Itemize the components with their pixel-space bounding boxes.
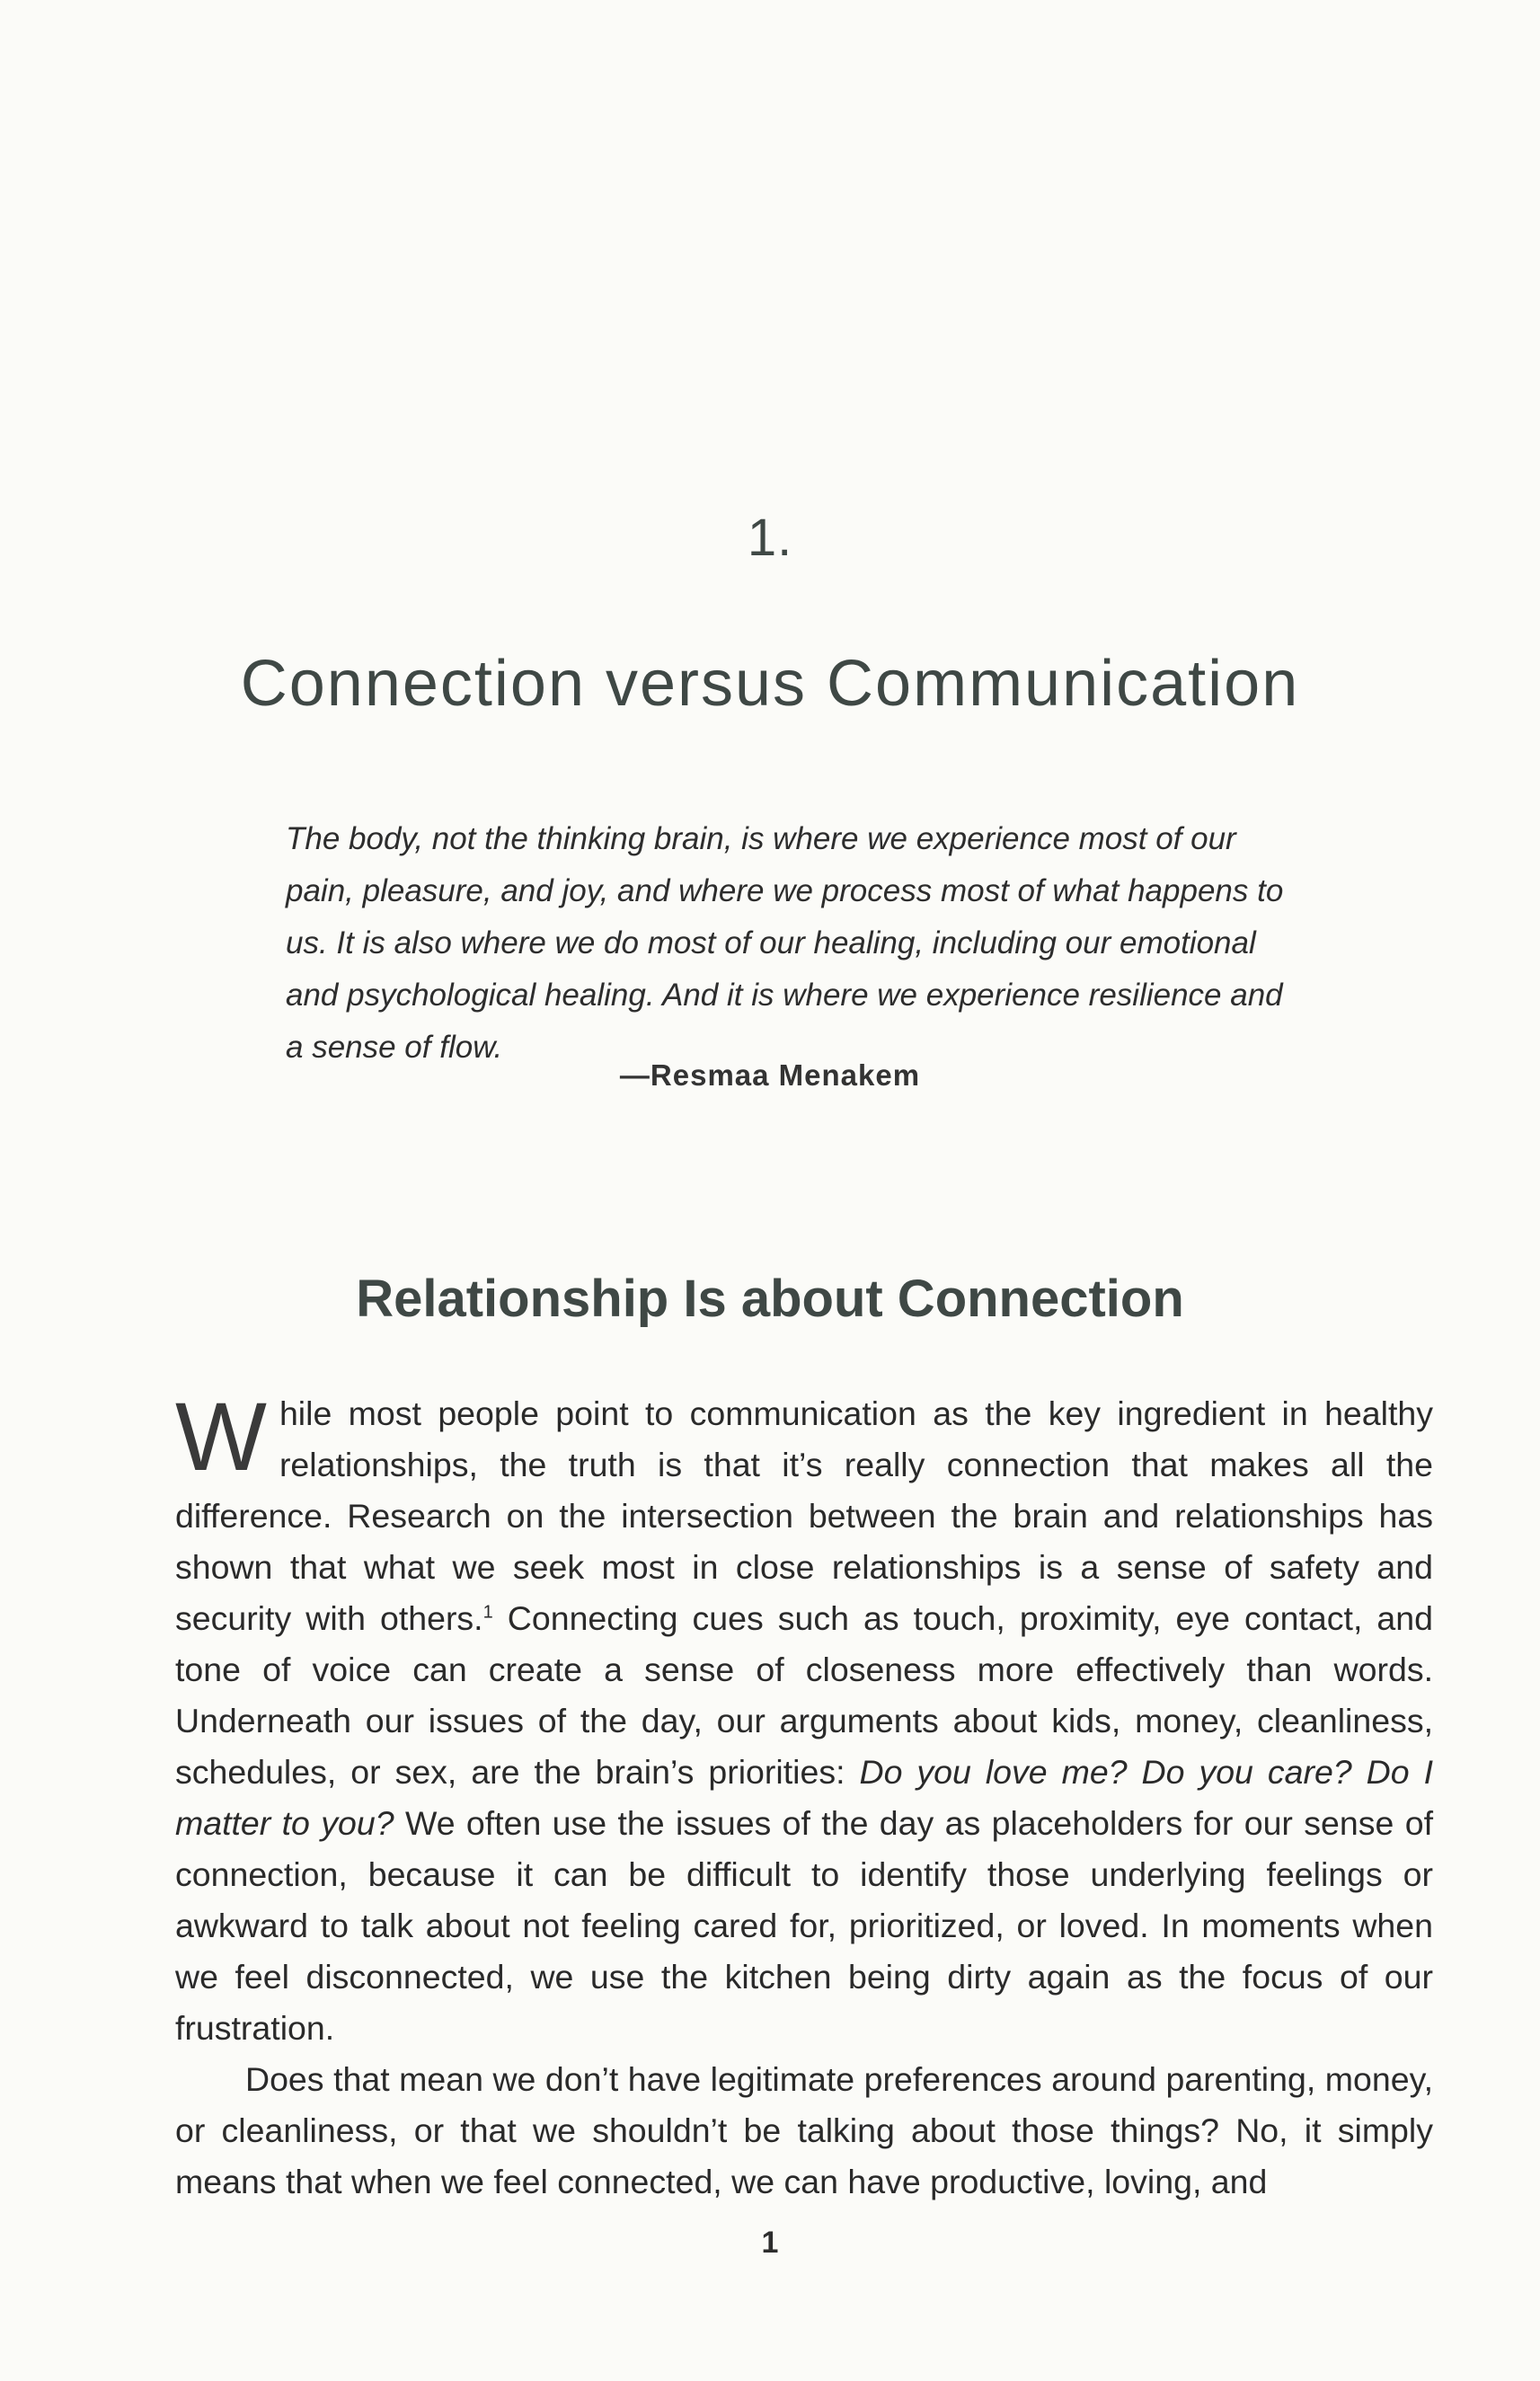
chapter-number: 1. <box>747 509 793 567</box>
paragraph-1 <box>175 1382 1433 2054</box>
paragraph-1-text-a: hile most people point to communication as the key ingredient in healthy relationships, the truth is that it’s really connection that makes all the difference. Research on the intersection between the brain and relationships has shown that what we seek most in close relationships is a sense of safety and security with others. <box>175 1394 1433 1637</box>
body-text <box>175 1382 1433 2208</box>
drop-cap: W <box>175 1382 267 1491</box>
epigraph-attribution: —Resmaa Menakem <box>619 1058 921 1092</box>
epigraph-quote: The body, not the thinking brain, is where we experience most of our pain, pleasure, and joy, and where we process most of what happens to us. It is also where we do most of our healing, including our emotional and psychological healing. And it is where we experience resilience and a sense of flow. <box>286 821 1284 1065</box>
paragraph-2: Does that mean we don’t have legitimate preferences around parenting, money, or cleanliness, or that we shouldn’t be talking about those things? No, it simply means that when we feel connected, we can have productive, loving, and <box>175 2060 1433 2200</box>
chapter-title: Connection versus Communication <box>240 648 1300 720</box>
paragraph-1-text-c: We often use the issues of the day as placeholders for our sense of connection, because it can be difficult to identify those underlying feelings or awkward to talk about not feeling cared for, prioritized, or loved. In moments when we feel disconnected, we use the kitchen being dirty again as the focus of our frustration. <box>175 1804 1433 2047</box>
page-number: 1 <box>761 2226 779 2260</box>
paragraph-1-italic-questions: Do you love me? Do you care? Do I matter to you? <box>175 1753 1433 1842</box>
paragraph-1-text-b: Connecting cues such as touch, proximity, eye contact, and tone of voice can create a sense of closeness more effectively than words. Underneath our issues of the day, our arguments about kids, money, cleanliness, schedules, or sex, are the brain’s priorities: <box>175 1599 1433 1791</box>
footnote-marker: 1 <box>482 1602 493 1623</box>
section-heading: Relationship Is about Connection <box>356 1270 1184 1328</box>
